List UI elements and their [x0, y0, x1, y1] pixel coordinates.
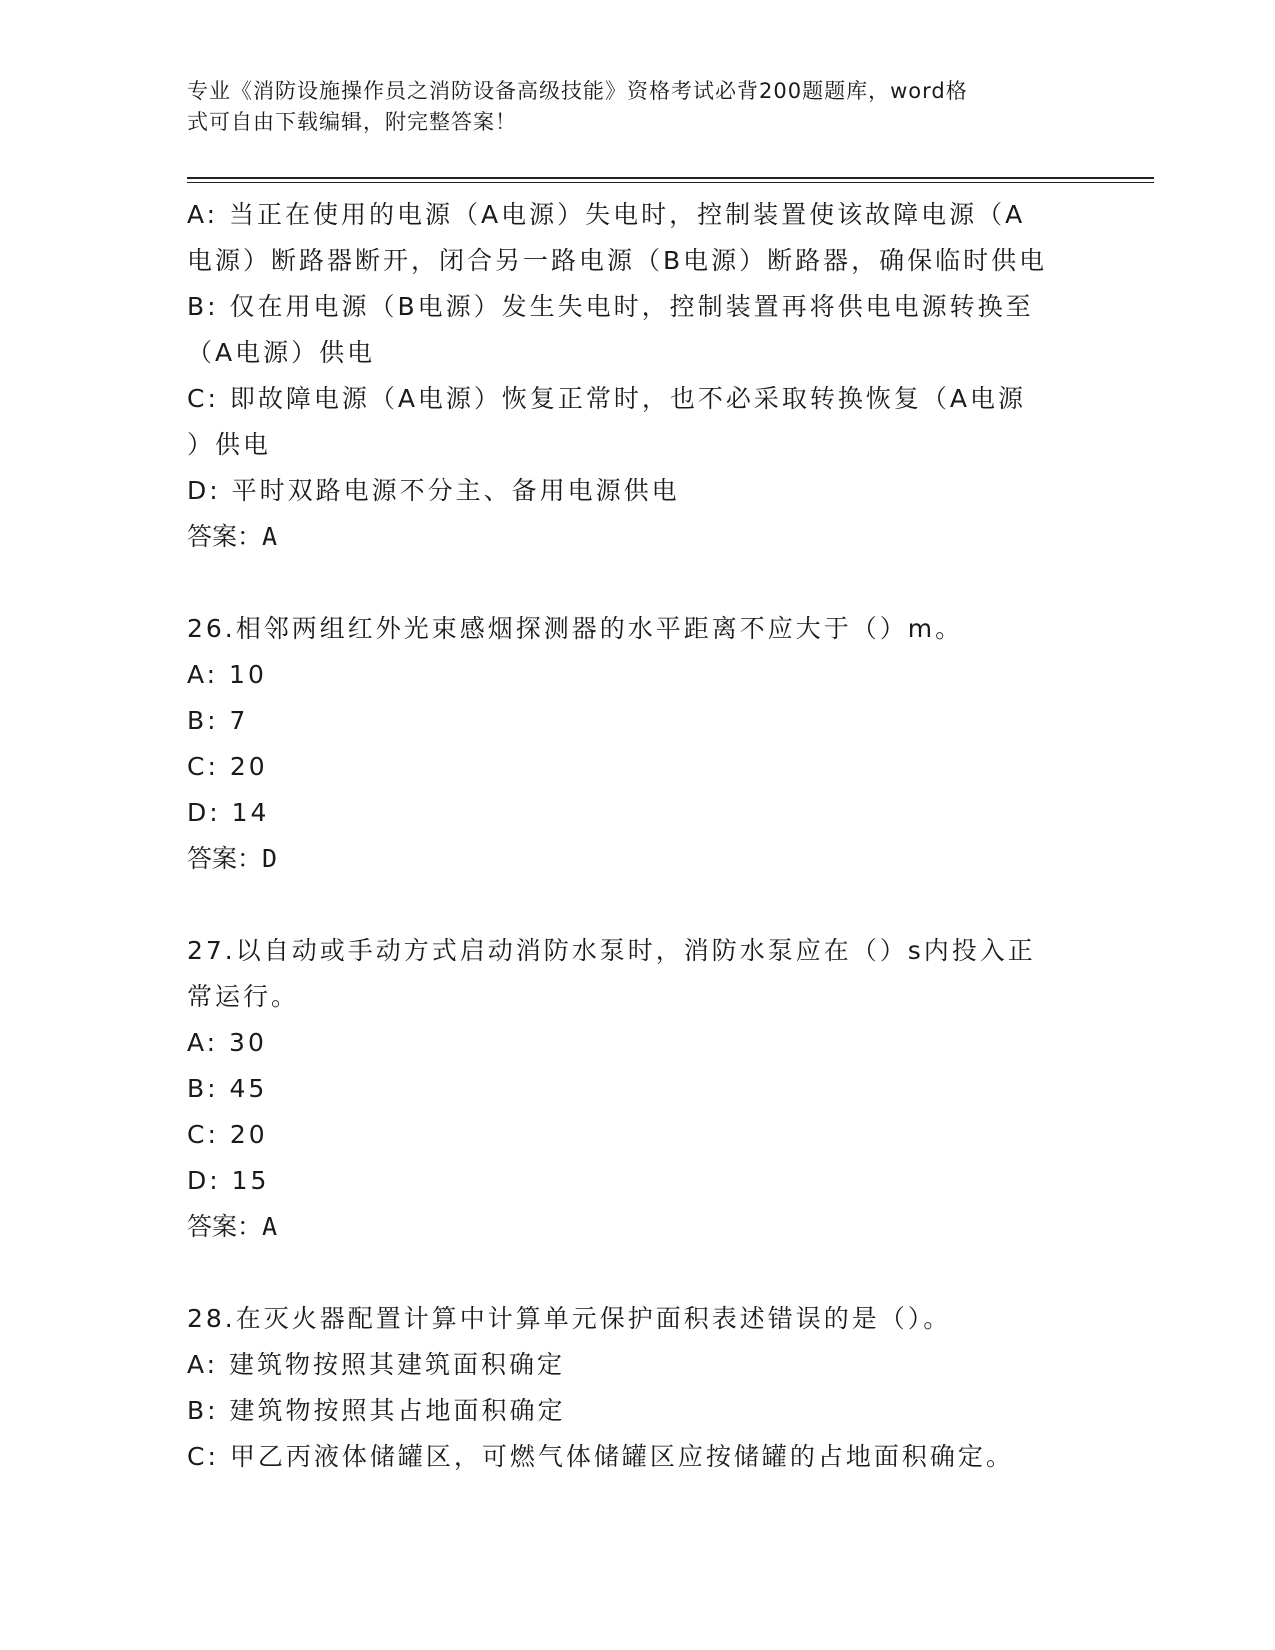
- header-line-2: 式可自由下载编辑，附完整答案！: [187, 110, 517, 134]
- option-b: B: 建筑物按照其占地面积确定: [187, 1396, 566, 1425]
- spacer: [187, 560, 1087, 606]
- header-divider-thin: [187, 182, 1154, 183]
- answer: 答案：A: [187, 1212, 278, 1241]
- option-c: C: 20: [187, 1120, 268, 1149]
- question-26: [187, 606, 1087, 882]
- option-a-line-2: 电源）断路器断开，闭合另一路电源（B电源）断路器，确保临时供电: [187, 246, 1048, 275]
- option-a: A: 10: [187, 660, 267, 689]
- option-d: D: 14: [187, 798, 270, 827]
- question-25-options: [187, 192, 1087, 560]
- question-stem-line-1: 27.以自动或手动方式启动消防水泵时，消防水泵应在（）s内投入正: [187, 936, 1036, 965]
- option-a-line-1: A: 当正在使用的电源（A电源）失电时，控制装置使该故障电源（A: [187, 200, 1026, 229]
- question-stem-line-2: 常运行。: [187, 982, 300, 1011]
- question-27: [187, 928, 1087, 1250]
- option-c-line-1: C: 即故障电源（A电源）恢复正常时，也不必采取转换恢复（A电源: [187, 384, 1027, 413]
- answer: 答案：D: [187, 844, 278, 873]
- option-a: A: 30: [187, 1028, 267, 1057]
- option-b: B: 45: [187, 1074, 268, 1103]
- spacer: [187, 882, 1087, 928]
- option-b-line-2: （A电源）供电: [187, 338, 376, 367]
- option-c: C: 甲乙丙液体储罐区，可燃气体储罐区应按储罐的占地面积确定。: [187, 1442, 1014, 1471]
- spacer: [187, 1250, 1087, 1296]
- question-body: [187, 192, 1087, 1480]
- question-stem: 28.在灭火器配置计算中计算单元保护面积表述错误的是（）。: [187, 1304, 952, 1333]
- question-28: [187, 1296, 1087, 1480]
- option-d: D: 平时双路电源不分主、备用电源供电: [187, 476, 680, 505]
- option-b-line-1: B: 仅在用电源（B电源）发生失电时，控制装置再将供电电源转换至: [187, 292, 1034, 321]
- answer: 答案：A: [187, 522, 278, 551]
- question-stem: 26.相邻两组红外光束感烟探测器的水平距离不应大于（）m。: [187, 614, 964, 643]
- header-line-1: 专业《消防设施操作员之消防设备高级技能》资格考试必背200题题库，word格: [187, 79, 968, 103]
- option-c: C: 20: [187, 752, 268, 781]
- option-b: B: 7: [187, 706, 249, 735]
- option-c-line-2: ）供电: [187, 430, 272, 459]
- option-a: A: 建筑物按照其建筑面积确定: [187, 1350, 566, 1379]
- header-divider-thick: [187, 177, 1154, 179]
- document-header: [187, 76, 1087, 138]
- option-d: D: 15: [187, 1166, 270, 1195]
